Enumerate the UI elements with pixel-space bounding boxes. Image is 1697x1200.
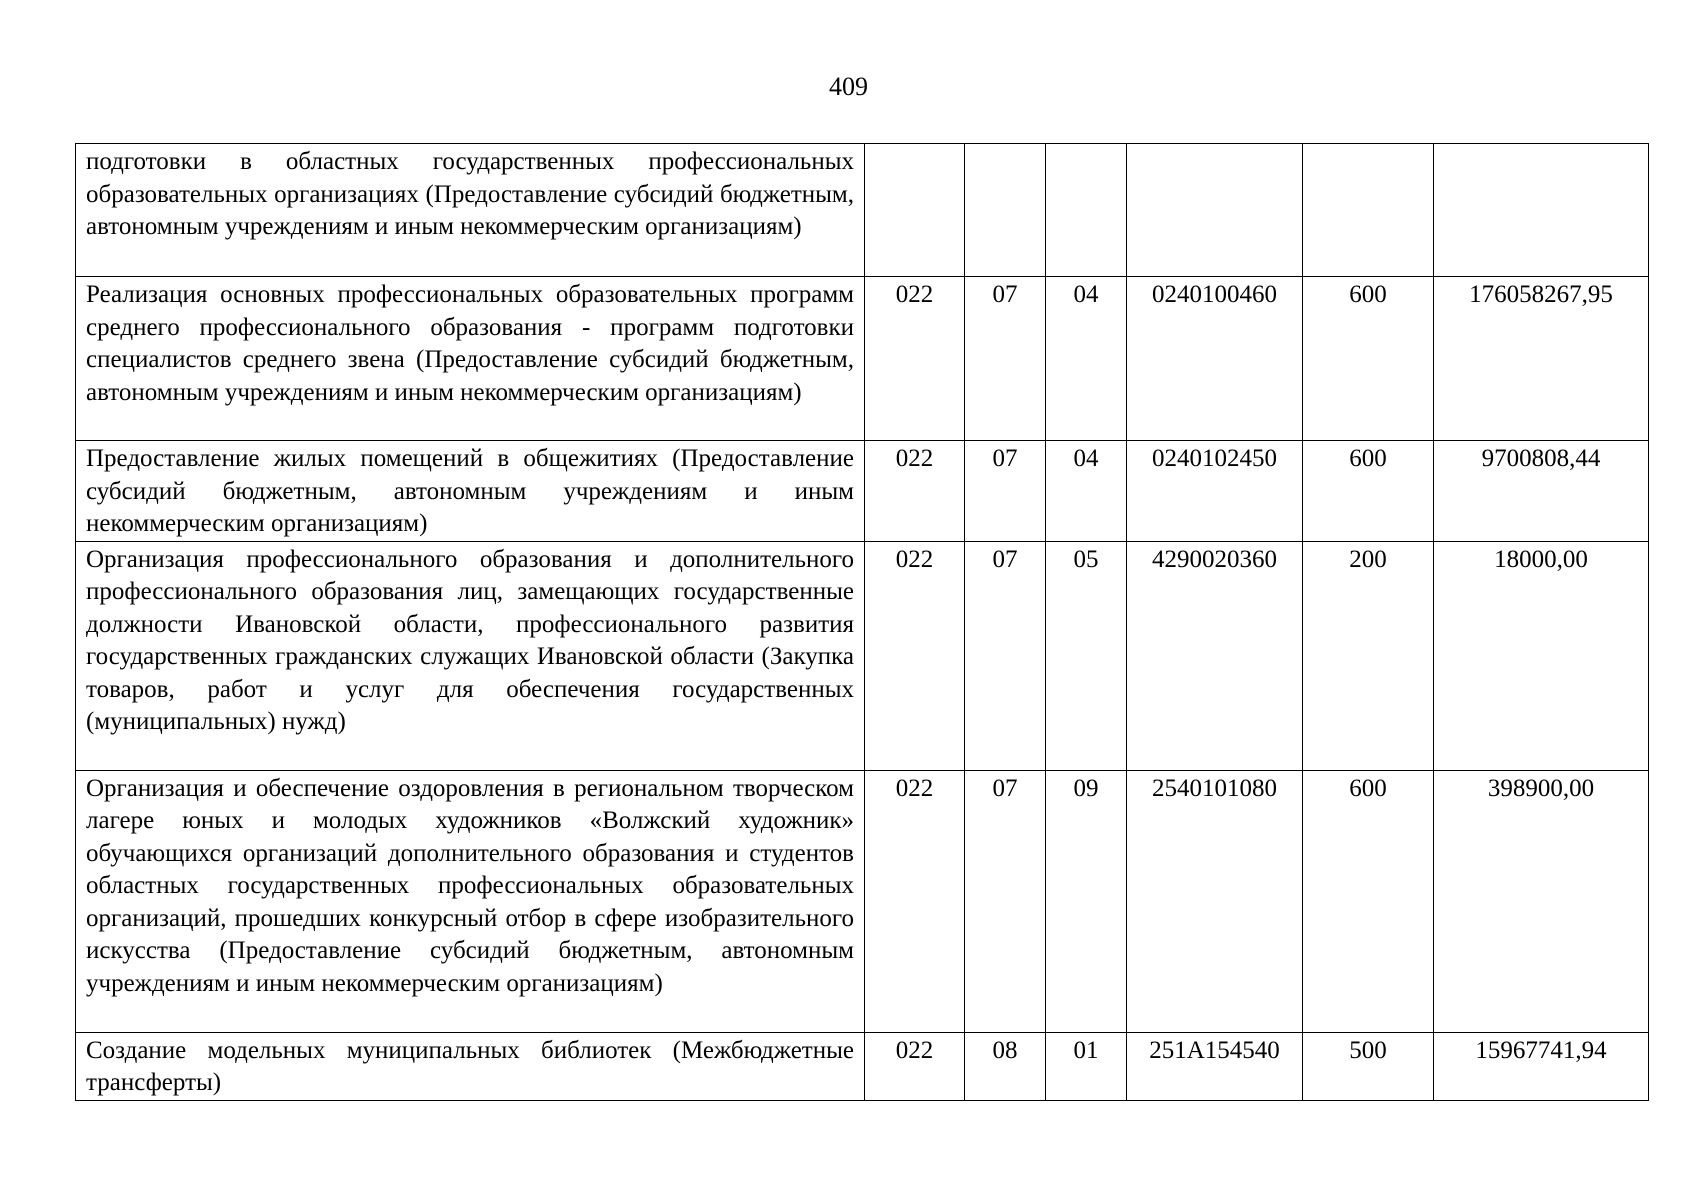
- table-row: [76, 144, 1649, 277]
- table-row: [76, 770, 1649, 1032]
- table-row: [76, 541, 1649, 770]
- row-description: Организация и обеспечение оздоровления в региональном творческом лагере юных и молодых художников «Волжский художник» обучающихся организаций дополнительного образования и студентов областных государственных профессиональных образовательных организаций, прошедших конкурсный отбор в сфере изобразительного искусства (Предоставление субсидий бюджетным, автономным учреждениям и иным некоммерческим организациям): [76, 770, 865, 1032]
- ministry-code: 022: [865, 1032, 965, 1100]
- table-row: [76, 277, 1649, 441]
- amount-value: 15967741,94: [1434, 1032, 1649, 1100]
- table-row: [76, 1032, 1649, 1100]
- amount-value: 398900,00: [1434, 770, 1649, 1032]
- target-article-code: 251A154540: [1127, 1032, 1303, 1100]
- subsection-code: 04: [1046, 277, 1127, 441]
- subsection-code: 09: [1046, 770, 1127, 1032]
- row-description: Реализация основных профессиональных образовательных программ среднего профессионального образования - программ подготовки специалистов среднего звена (Предоставление субсидий бюджетным, автономным учреждениям и иным некоммерческим организациям): [76, 277, 865, 441]
- ministry-code: 022: [865, 441, 965, 542]
- target-article-code: 2540101080: [1127, 770, 1303, 1032]
- ministry-code: 022: [865, 770, 965, 1032]
- target-article-code: [1127, 144, 1303, 277]
- row-description: Создание модельных муниципальных библиотек (Межбюджетные трансферты): [76, 1032, 865, 1100]
- subsection-code: 01: [1046, 1032, 1127, 1100]
- row-description: Организация профессионального образования и дополнительного профессионального образования лиц, замещающих государственные должности Ивановской области, профессионального развития государственных гражданских служащих Ивановской области (Закупка товаров, работ и услуг для обеспечения государственных (муниципальных) нужд): [76, 541, 865, 770]
- amount-value: 18000,00: [1434, 541, 1649, 770]
- table-row: [76, 441, 1649, 542]
- row-description: подготовки в областных государственных профессиональных образовательных организациях (Предоставление субсидий бюджетным, автономным учреждениям и иным некоммерческим организациям): [76, 144, 865, 277]
- subsection-code: 05: [1046, 541, 1127, 770]
- row-description: Предоставление жилых помещений в общежитиях (Предоставление субсидий бюджетным, автономным учреждениям и иным некоммерческим организациям): [76, 441, 865, 542]
- target-article-code: 0240100460: [1127, 277, 1303, 441]
- section-code: 07: [965, 541, 1046, 770]
- budget-table: [75, 143, 1649, 1101]
- section-code: 08: [965, 1032, 1046, 1100]
- expense-type-code: 600: [1303, 770, 1434, 1032]
- target-article-code: 4290020360: [1127, 541, 1303, 770]
- ministry-code: 022: [865, 277, 965, 441]
- section-code: 07: [965, 441, 1046, 542]
- section-code: 07: [965, 277, 1046, 441]
- section-code: 07: [965, 770, 1046, 1032]
- expense-type-code: [1303, 144, 1434, 277]
- amount-value: [1434, 144, 1649, 277]
- amount-value: 9700808,44: [1434, 441, 1649, 542]
- amount-value: 176058267,95: [1434, 277, 1649, 441]
- section-code: [965, 144, 1046, 277]
- ministry-code: 022: [865, 541, 965, 770]
- subsection-code: [1046, 144, 1127, 277]
- expense-type-code: 600: [1303, 441, 1434, 542]
- subsection-code: 04: [1046, 441, 1127, 542]
- page-number: 409: [829, 72, 868, 101]
- expense-type-code: 500: [1303, 1032, 1434, 1100]
- expense-type-code: 600: [1303, 277, 1434, 441]
- ministry-code: [865, 144, 965, 277]
- expense-type-code: 200: [1303, 541, 1434, 770]
- target-article-code: 0240102450: [1127, 441, 1303, 542]
